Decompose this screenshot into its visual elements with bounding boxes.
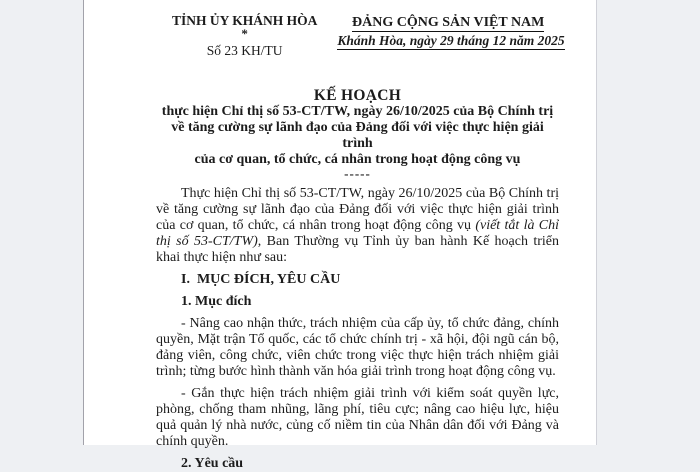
intro-text-before: Thực hiện Chỉ thị số 53-CT/TW, ngày 26/10/2025 của Bộ Chính trị về tăng cường sự lãnh đạo của Đảng đối với việc thực hiện giải trình của cơ quan, tổ chức, cá nhân trong hoạt động công vụ [156, 186, 559, 233]
document-title-block [156, 87, 559, 179]
title-subtitle-line-3: của cơ quan, tổ chức, cá nhân trong hoạt động công vụ [194, 152, 521, 167]
title-divider: ----- [344, 166, 371, 181]
party-name-line [337, 13, 559, 32]
title-subtitle-line-1: thực hiện Chỉ thị số 53-CT/TW, ngày 26/10/2025 của Bộ Chính trị [161, 104, 554, 119]
document-type-title: KẾ HOẠCH [313, 87, 402, 104]
intro-abbreviation-note: (viết tắt là Chỉ thị số 53-CT/TW) [156, 218, 559, 249]
purpose-item-1: - Nâng cao nhận thức, trách nhiệm của cấp ủy, tổ chức đảng, chính quyền, Mặt trận Tổ quốc, các tổ chức chính trị - xã hội, đội ngũ cán bộ, đảng viên, công chức, viên chức trong việc thực hiện trách nhiệm giải trình; từng bước hình thành văn hóa giải trình trong hoạt động công vụ. [156, 316, 559, 379]
intro-text-after: , Ban Thường vụ Tỉnh ủy ban hành Kế hoạch triển khai thực hiện như sau: [156, 234, 560, 265]
place-date-line [337, 32, 565, 50]
section-heading-1: I. MỤC ĐÍCH, YÊU CẦU [181, 272, 341, 287]
document-body [156, 186, 559, 472]
document-page [83, 0, 597, 471]
national-motto-block [337, 13, 565, 50]
purpose-item-2: - Gắn thực hiện trách nhiệm giải trình với kiểm soát quyền lực, phòng, chống tham nhũng, lãng phí, tiêu cực; nâng cao hiệu lực, hiệu quả quản lý nhà nước, củng cố niềm tin của Nhân dân đối với Đảng và chính quyền. [156, 386, 559, 449]
place-and-date: Khánh Hòa, ngày 29 tháng 12 năm 2025 [337, 33, 565, 48]
header-star-separator: * [241, 26, 248, 41]
title-subtitle-line-2: về tăng cường sự lãnh đạo của Đảng đối với việc thực hiện giải trình [171, 120, 544, 151]
issuing-authority-block [156, 13, 333, 58]
subsection-heading-purpose: 1. Mục đích [181, 294, 252, 309]
party-name: ĐẢNG CỘNG SẢN VIỆT NAM [351, 15, 545, 30]
issuing-authority-name: TỈNH ỦY KHÁNH HÒA [171, 13, 318, 28]
subsection-heading-requirements: 2. Yêu cầu [181, 456, 244, 471]
document-header [156, 13, 565, 58]
document-number: Số 23 KH/TU [206, 43, 283, 58]
intro-paragraph [156, 186, 559, 266]
